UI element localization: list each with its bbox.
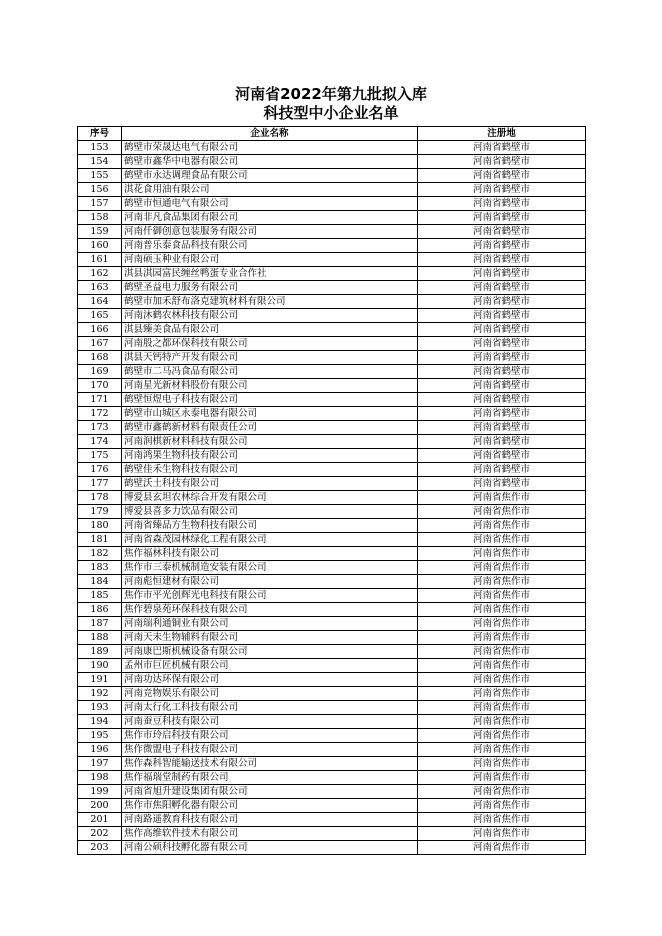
table-row <box>78 547 586 561</box>
table-row <box>78 211 586 225</box>
table-row <box>78 701 586 715</box>
row-seq: 194 <box>78 715 122 729</box>
row-company-name: 焦作市玲启科技有限公司 <box>122 729 418 743</box>
row-company-name: 鹤壁市荣晟达电气有限公司 <box>122 141 418 155</box>
table-row <box>78 183 586 197</box>
row-registered-location: 河南省鹤壁市 <box>418 197 586 211</box>
row-registered-location: 河南省鹤壁市 <box>418 407 586 421</box>
row-seq: 189 <box>78 645 122 659</box>
row-company-name: 博爱县喜多力饮品有限公司 <box>122 505 418 519</box>
table-row <box>78 239 586 253</box>
row-registered-location: 河南省焦作市 <box>418 827 586 841</box>
row-company-name: 河南省森茂园林绿化工程有限公司 <box>122 533 418 547</box>
row-registered-location: 河南省鹤壁市 <box>418 421 586 435</box>
row-company-name: 淇县臻美食品有限公司 <box>122 323 418 337</box>
row-registered-location: 河南省焦作市 <box>418 841 586 855</box>
table-row <box>78 295 586 309</box>
row-registered-location: 河南省焦作市 <box>418 645 586 659</box>
table-row <box>78 323 586 337</box>
row-registered-location: 河南省鹤壁市 <box>418 281 586 295</box>
table-row <box>78 393 586 407</box>
row-seq: 182 <box>78 547 122 561</box>
row-seq: 153 <box>78 141 122 155</box>
row-registered-location: 河南省焦作市 <box>418 533 586 547</box>
row-seq: 158 <box>78 211 122 225</box>
row-registered-location: 河南省鹤壁市 <box>418 225 586 239</box>
table-row <box>78 197 586 211</box>
row-company-name: 河南沐鹤农林科技有限公司 <box>122 309 418 323</box>
row-company-name: 河南非凡食品集团有限公司 <box>122 211 418 225</box>
row-registered-location: 河南省焦作市 <box>418 519 586 533</box>
row-seq: 176 <box>78 463 122 477</box>
table-row <box>78 575 586 589</box>
row-registered-location: 河南省焦作市 <box>418 547 586 561</box>
row-company-name: 淇县淇园富民缠丝鸭蛋专业合作社 <box>122 267 418 281</box>
row-seq: 171 <box>78 393 122 407</box>
row-registered-location: 河南省鹤壁市 <box>418 435 586 449</box>
row-registered-location: 河南省鹤壁市 <box>418 379 586 393</box>
row-seq: 200 <box>78 799 122 813</box>
row-seq: 166 <box>78 323 122 337</box>
row-seq: 170 <box>78 379 122 393</box>
row-seq: 168 <box>78 351 122 365</box>
table-row <box>78 477 586 491</box>
row-company-name: 河南公硕科技孵化器有限公司 <box>122 841 418 855</box>
table-row <box>78 379 586 393</box>
row-company-name: 鹤壁佳禾生物科技有限公司 <box>122 463 418 477</box>
row-seq: 163 <box>78 281 122 295</box>
row-company-name: 焦作福林科技有限公司 <box>122 547 418 561</box>
table-row <box>78 771 586 785</box>
row-registered-location: 河南省焦作市 <box>418 771 586 785</box>
table-row <box>78 743 586 757</box>
row-registered-location: 河南省焦作市 <box>418 673 586 687</box>
row-registered-location: 河南省焦作市 <box>418 589 586 603</box>
row-registered-location: 河南省鹤壁市 <box>418 239 586 253</box>
table-row <box>78 435 586 449</box>
row-seq: 196 <box>78 743 122 757</box>
table-row <box>78 351 586 365</box>
row-seq: 177 <box>78 477 122 491</box>
row-company-name: 鹤壁恒煜电子科技有限公司 <box>122 393 418 407</box>
row-registered-location: 河南省鹤壁市 <box>418 351 586 365</box>
row-seq: 201 <box>78 813 122 827</box>
row-seq: 198 <box>78 771 122 785</box>
row-registered-location: 河南省鹤壁市 <box>418 365 586 379</box>
row-registered-location: 河南省焦作市 <box>418 491 586 505</box>
table-row <box>78 841 586 855</box>
table-row <box>78 463 586 477</box>
table-row <box>78 813 586 827</box>
row-registered-location: 河南省焦作市 <box>418 743 586 757</box>
row-seq: 191 <box>78 673 122 687</box>
row-registered-location: 河南省鹤壁市 <box>418 267 586 281</box>
row-seq: 165 <box>78 309 122 323</box>
row-company-name: 鹤壁市加禾舒布洛克建筑材料有限公司 <box>122 295 418 309</box>
row-seq: 203 <box>78 841 122 855</box>
row-registered-location: 河南省焦作市 <box>418 757 586 771</box>
row-company-name: 河南省臻品方生物科技有限公司 <box>122 519 418 533</box>
table-row <box>78 631 586 645</box>
table-row <box>78 337 586 351</box>
row-registered-location: 河南省鹤壁市 <box>418 169 586 183</box>
table-row <box>78 267 586 281</box>
table-row <box>78 603 586 617</box>
row-company-name: 河南竞物娱乐有限公司 <box>122 687 418 701</box>
row-company-name: 焦作高维软件技术有限公司 <box>122 827 418 841</box>
table-row <box>78 785 586 799</box>
row-seq: 161 <box>78 253 122 267</box>
document-title-line1: 河南省2022年第九批拟入库 <box>235 85 427 103</box>
row-registered-location: 河南省焦作市 <box>418 785 586 799</box>
table-row <box>78 617 586 631</box>
row-seq: 169 <box>78 365 122 379</box>
row-company-name: 河南仟御创意包装服务有限公司 <box>122 225 418 239</box>
row-company-name: 鹤壁市山城区永泰电器有限公司 <box>122 407 418 421</box>
table-row <box>78 281 586 295</box>
table-header-row <box>78 127 586 141</box>
row-company-name: 河南太行化工科技有限公司 <box>122 701 418 715</box>
row-company-name: 河南硕玉种业有限公司 <box>122 253 418 267</box>
row-seq: 192 <box>78 687 122 701</box>
row-company-name: 焦作市三泰机械制造安装有限公司 <box>122 561 418 575</box>
row-registered-location: 河南省鹤壁市 <box>418 337 586 351</box>
row-registered-location: 河南省鹤壁市 <box>418 309 586 323</box>
row-company-name: 鹤壁市鑫鹤新材料有限责任公司 <box>122 421 418 435</box>
table-row <box>78 365 586 379</box>
row-company-name: 淇花食用油有限公司 <box>122 183 418 197</box>
row-seq: 162 <box>78 267 122 281</box>
row-company-name: 河南瑞利通铜业有限公司 <box>122 617 418 631</box>
header-company-name: 企业名称 <box>122 127 418 141</box>
row-registered-location: 河南省鹤壁市 <box>418 393 586 407</box>
row-seq: 193 <box>78 701 122 715</box>
row-seq: 180 <box>78 519 122 533</box>
row-company-name: 河南星光新材料股份有限公司 <box>122 379 418 393</box>
row-seq: 185 <box>78 589 122 603</box>
row-registered-location: 河南省鹤壁市 <box>418 295 586 309</box>
row-seq: 186 <box>78 603 122 617</box>
table-row <box>78 449 586 463</box>
table-row <box>78 827 586 841</box>
row-company-name: 河南鸿果生物科技有限公司 <box>122 449 418 463</box>
row-seq: 160 <box>78 239 122 253</box>
row-registered-location: 河南省焦作市 <box>418 799 586 813</box>
row-seq: 179 <box>78 505 122 519</box>
row-company-name: 河南康巴斯机械设备有限公司 <box>122 645 418 659</box>
row-company-name: 博爱县玄坦农林综合开发有限公司 <box>122 491 418 505</box>
row-registered-location: 河南省鹤壁市 <box>418 141 586 155</box>
company-table <box>77 126 586 855</box>
row-registered-location: 河南省鹤壁市 <box>418 253 586 267</box>
table-row <box>78 141 586 155</box>
row-registered-location: 河南省鹤壁市 <box>418 463 586 477</box>
row-company-name: 河南路遥教育科技有限公司 <box>122 813 418 827</box>
header-seq: 序号 <box>78 127 122 141</box>
row-seq: 172 <box>78 407 122 421</box>
table-row <box>78 519 586 533</box>
row-company-name: 河南省旭升建设集团有限公司 <box>122 785 418 799</box>
row-registered-location: 河南省焦作市 <box>418 561 586 575</box>
table-row <box>78 659 586 673</box>
row-company-name: 河南彪恒建材有限公司 <box>122 575 418 589</box>
row-seq: 175 <box>78 449 122 463</box>
row-seq: 195 <box>78 729 122 743</box>
table-row <box>78 757 586 771</box>
row-company-name: 鹤壁圣益电力服务有限公司 <box>122 281 418 295</box>
row-registered-location: 河南省焦作市 <box>418 505 586 519</box>
row-registered-location: 河南省焦作市 <box>418 575 586 589</box>
row-seq: 156 <box>78 183 122 197</box>
row-registered-location: 河南省鹤壁市 <box>418 323 586 337</box>
row-company-name: 焦作市平光创辉光电科技有限公司 <box>122 589 418 603</box>
row-company-name: 河南天未生物辅料有限公司 <box>122 631 418 645</box>
table-row <box>78 169 586 183</box>
table-row <box>78 309 586 323</box>
row-company-name: 鹤壁沃土科技有限公司 <box>122 477 418 491</box>
row-registered-location: 河南省焦作市 <box>418 631 586 645</box>
row-registered-location: 河南省鹤壁市 <box>418 477 586 491</box>
row-company-name: 鹤壁市恒通电气有限公司 <box>122 197 418 211</box>
table-row <box>78 673 586 687</box>
row-seq: 178 <box>78 491 122 505</box>
table-row <box>78 533 586 547</box>
row-seq: 157 <box>78 197 122 211</box>
row-registered-location: 河南省鹤壁市 <box>418 183 586 197</box>
row-registered-location: 河南省焦作市 <box>418 813 586 827</box>
row-seq: 154 <box>78 155 122 169</box>
row-seq: 173 <box>78 421 122 435</box>
row-registered-location: 河南省鹤壁市 <box>418 449 586 463</box>
table-row <box>78 505 586 519</box>
row-company-name: 焦作市焦阳孵化器有限公司 <box>122 799 418 813</box>
row-seq: 202 <box>78 827 122 841</box>
table-row <box>78 225 586 239</box>
row-company-name: 焦作微盟电子科技有限公司 <box>122 743 418 757</box>
table-row <box>78 561 586 575</box>
table-row <box>78 729 586 743</box>
row-company-name: 焦作碧泉苑环保科技有限公司 <box>122 603 418 617</box>
row-company-name: 孟州市巨匠机械有限公司 <box>122 659 418 673</box>
row-company-name: 鹤壁市鑫华中电器有限公司 <box>122 155 418 169</box>
table-row <box>78 407 586 421</box>
table-row <box>78 799 586 813</box>
row-company-name: 淇县天钙特产开发有限公司 <box>122 351 418 365</box>
row-registered-location: 河南省焦作市 <box>418 687 586 701</box>
table-row <box>78 253 586 267</box>
row-company-name: 鹤壁市永达调理食品有限公司 <box>122 169 418 183</box>
table-row <box>78 715 586 729</box>
table-row <box>78 421 586 435</box>
row-company-name: 河南润棋新材料科技有限公司 <box>122 435 418 449</box>
row-company-name: 河南普乐泰食品科技有限公司 <box>122 239 418 253</box>
row-registered-location: 河南省焦作市 <box>418 701 586 715</box>
row-seq: 167 <box>78 337 122 351</box>
row-registered-location: 河南省焦作市 <box>418 603 586 617</box>
row-seq: 183 <box>78 561 122 575</box>
row-company-name: 鹤壁市二马冯食品有限公司 <box>122 365 418 379</box>
row-registered-location: 河南省焦作市 <box>418 617 586 631</box>
row-seq: 184 <box>78 575 122 589</box>
row-seq: 159 <box>78 225 122 239</box>
table-body <box>78 141 586 855</box>
row-company-name: 河南殷之都环保科技有限公司 <box>122 337 418 351</box>
row-company-name: 焦作福瑞堂制药有限公司 <box>122 771 418 785</box>
row-seq: 197 <box>78 757 122 771</box>
row-seq: 190 <box>78 659 122 673</box>
row-seq: 174 <box>78 435 122 449</box>
row-registered-location: 河南省焦作市 <box>418 659 586 673</box>
document-title-line2: 科技型中小企业名单 <box>263 104 399 122</box>
table-row <box>78 155 586 169</box>
row-seq: 187 <box>78 617 122 631</box>
header-registered-location: 注册地 <box>418 127 586 141</box>
row-seq: 199 <box>78 785 122 799</box>
row-seq: 181 <box>78 533 122 547</box>
row-registered-location: 河南省焦作市 <box>418 729 586 743</box>
row-registered-location: 河南省焦作市 <box>418 715 586 729</box>
table-row <box>78 491 586 505</box>
row-company-name: 河南蚕豆科技有限公司 <box>122 715 418 729</box>
table-row <box>78 645 586 659</box>
row-registered-location: 河南省鹤壁市 <box>418 155 586 169</box>
row-seq: 155 <box>78 169 122 183</box>
row-company-name: 河南功达环保有限公司 <box>122 673 418 687</box>
row-seq: 164 <box>78 295 122 309</box>
row-company-name: 焦作森科智能输送技术有限公司 <box>122 757 418 771</box>
row-registered-location: 河南省鹤壁市 <box>418 211 586 225</box>
row-seq: 188 <box>78 631 122 645</box>
table-row <box>78 687 586 701</box>
table-row <box>78 589 586 603</box>
